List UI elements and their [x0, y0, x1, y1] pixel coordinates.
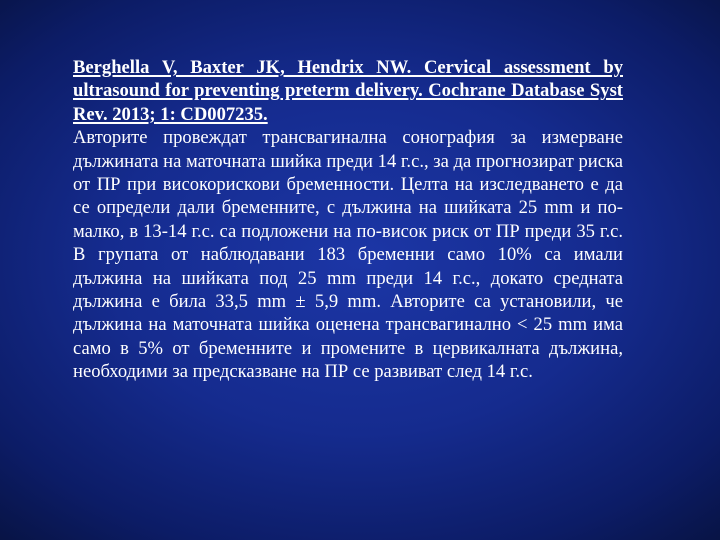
slide-content — [73, 56, 623, 384]
citation-reference: Berghella V, Baxter JK, Hendrix NW. Cervical assessment by ultrasound for preventing preterm delivery. Cochrane Database Syst Rev. 2013; 1: CD007235. — [73, 57, 623, 125]
slide-body-text: Авторите провеждат трансвагинална сонография за измерване дължината на маточната шийка преди 14 г.с., за да прогнозират риска от ПР при високорискови бременности. Целта на изследването е да се определи дали бременните, с дължина на шийката 25 mm и по-малко, в 13-14 г.с. са подложени на по-висок риск от ПР преди 35 г.с. В групата от наблюдавани 183 бременни само 10% са имали дължина на шийката под 25 mm преди 14 г.с., докато средната дължина е била 33,5 mm ± 5,9 mm. Авторите са установили, че дължина на маточната шийка оценена трансвагинално < 25 mm има само в 5% от бременните и промените в цервикалната дължина, необходими за предсказване на ПР се развиват след 14 г.с. — [73, 127, 623, 383]
